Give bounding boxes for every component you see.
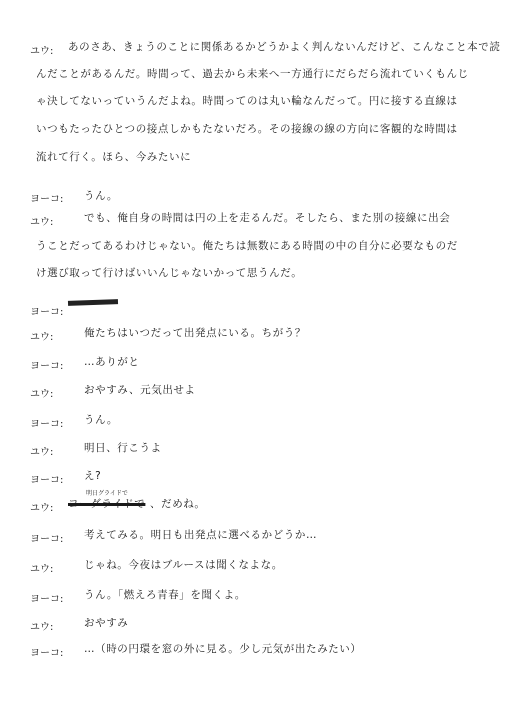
speaker-yoko: ヨーコ:	[30, 419, 64, 430]
speaker-yoko: ヨーコ:	[30, 194, 64, 205]
dialogue-line: 考えてみる。明日も出発点に選べるかどうか…	[84, 529, 318, 541]
dialogue-line: け選び取って行けばいいんじゃないかって思うんだ。	[36, 267, 303, 279]
speaker-yuu: ユウ:	[30, 503, 54, 514]
speaker-yoko: ヨーコ:	[30, 307, 64, 318]
speaker-yuu: ユウ:	[30, 622, 54, 633]
dialogue-line: いつもたったひとつの接点しかもたないだろ。その接線の線の方向に客観的な時間は	[36, 123, 458, 135]
speaker-yoko: ヨーコ:	[30, 534, 64, 545]
speaker-yuu: ユウ:	[30, 564, 54, 575]
dialogue-line: うことだってあるわけじゃない。俺たちは無数にある時間の中の自分に必要なものだ	[36, 240, 458, 252]
scribbled-out-text	[68, 299, 118, 306]
speaker-yuu: ユウ:	[30, 217, 54, 228]
dialogue-line: 明日、行こうよ	[84, 442, 162, 454]
speaker-yoko: ヨーコ:	[30, 648, 64, 659]
speaker-yoko: ヨーコ:	[30, 361, 64, 372]
dialogue-line: でも、俺自身の時間は円の上を走るんだ。そしたら、また別の接線に出会	[84, 212, 451, 224]
dialogue-line: おやすみ	[84, 617, 129, 629]
speaker-yuu: ユウ:	[30, 332, 54, 343]
speaker-yoko: ヨーコ:	[30, 594, 64, 605]
dialogue-line: うん。「燃えろ青春」を聞くよ。	[84, 589, 246, 601]
speaker-yuu: ユウ:	[30, 389, 54, 400]
dialogue-line: んだことがあるんだ。時間って、過去から未来へ一方通行にだらだら流れていくもんじ	[36, 68, 469, 80]
speaker-yuu: ユウ:	[30, 46, 54, 57]
dialogue-line: …（時の円環を窓の外に見る。少し元気が出たみたい）	[84, 643, 362, 655]
dialogue-line: ゃ決してないっていうんだよね。時間ってのは丸い輪なんだって。円に接する直線は	[36, 95, 458, 107]
dialogue-line: じゃね。今夜はブルースは聞くなよな。	[84, 559, 283, 571]
speaker-yoko: ヨーコ:	[30, 475, 64, 486]
dialogue-line: 、だめね。	[150, 498, 206, 510]
dialogue-line: え?	[84, 470, 102, 482]
struck-text: ヨーグライドで	[68, 498, 146, 510]
margin-note: 明日グライドで	[86, 490, 128, 497]
speaker-yuu: ユウ:	[30, 447, 54, 458]
dialogue-line: …ありがと	[84, 356, 140, 368]
dialogue-line: おやすみ、元気出せよ	[84, 384, 196, 396]
dialogue-line: うん。	[84, 190, 118, 202]
dialogue-line: うん。	[84, 414, 118, 426]
dialogue-line: あのさあ、きょうのことに関係あるかどうかよく判んないんだけど、こんなこと本で読	[68, 41, 501, 53]
dialogue-line: 流れて行く。ほら、今みたいに	[36, 151, 192, 163]
dialogue-line: 俺たちはいつだって出発点にいる。ちがう？	[84, 327, 306, 339]
